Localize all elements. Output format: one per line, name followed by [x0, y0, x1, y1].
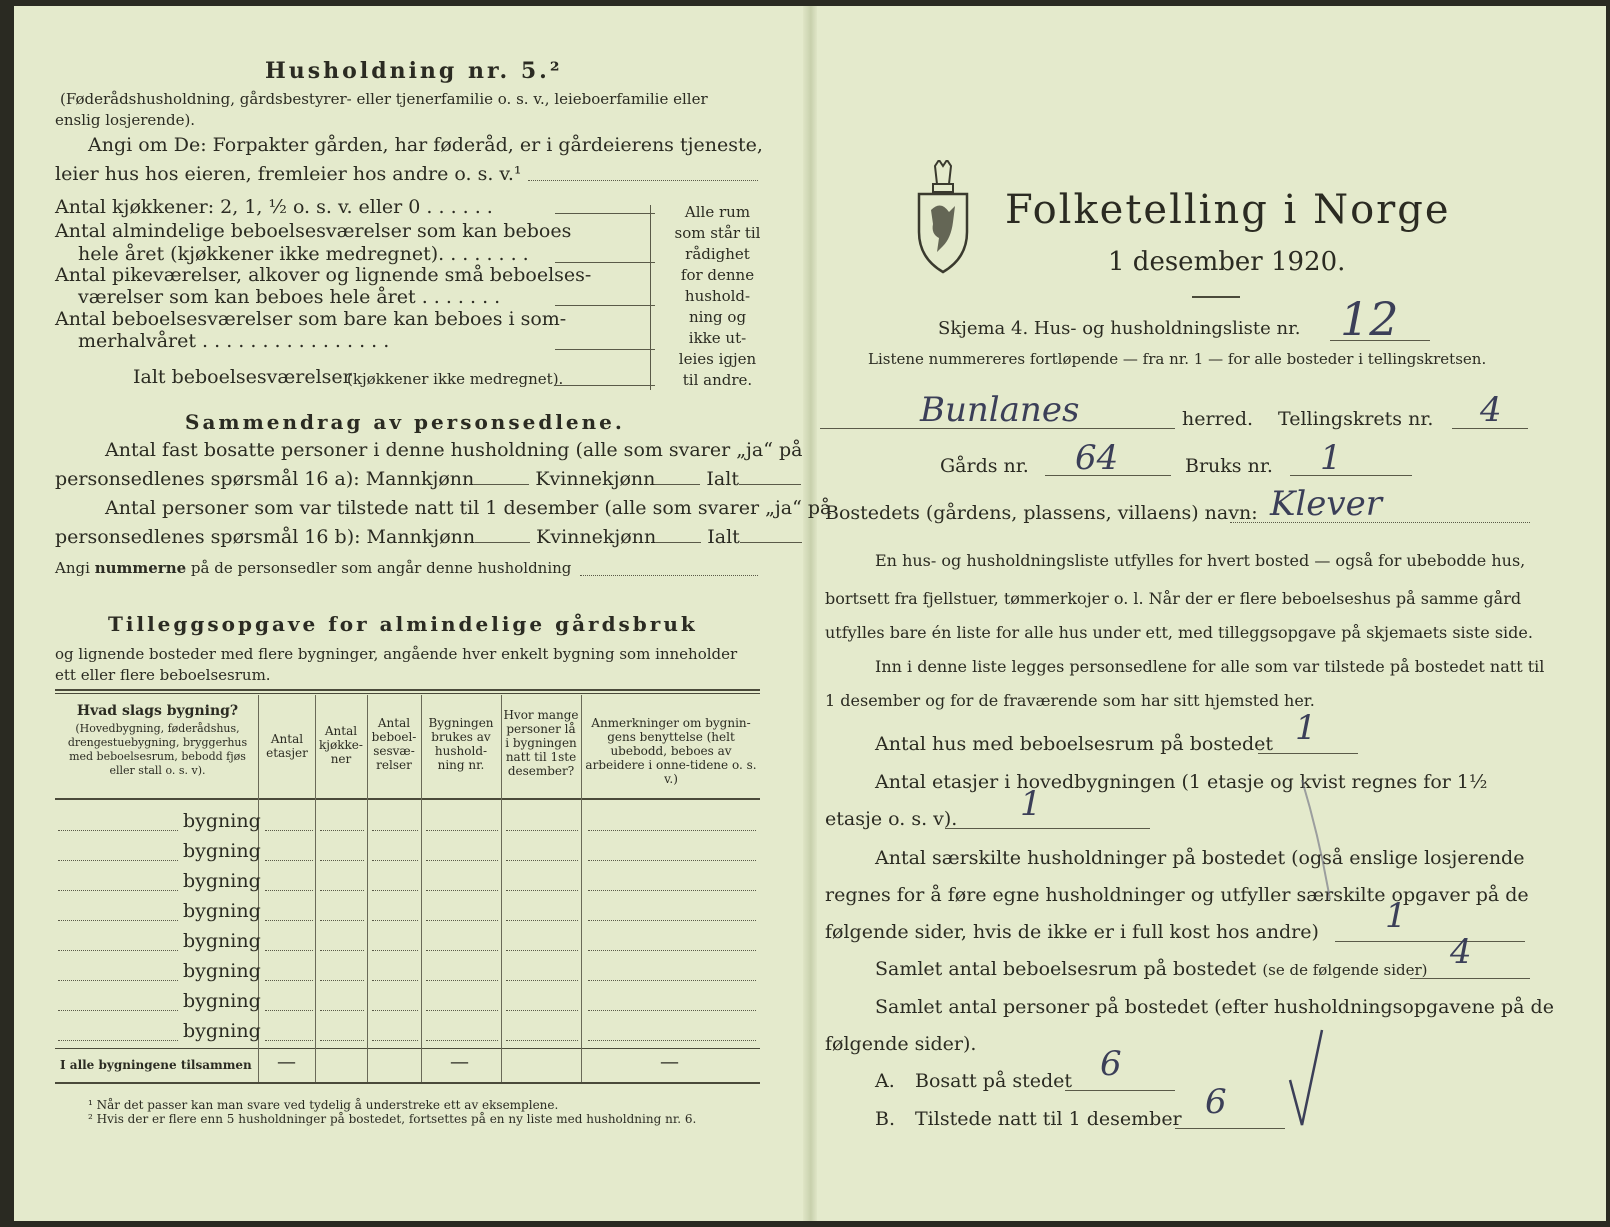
angi-line-1: Angi om De: Forpakter gården, har føderåd, er i gårdeierens tjeneste,: [88, 134, 763, 156]
table-cell: [426, 980, 498, 981]
ialt-label: Ialt beboelsesværelser: [133, 366, 352, 388]
etasjer-line-2: etasje o. s. v).: [825, 808, 958, 830]
tillegg-heading: Tilleggsopgave for almindelige gårdsbruk: [108, 612, 698, 636]
title-rule: [1192, 296, 1240, 298]
right-page: [825, 0, 1580, 1227]
table-cell: [426, 890, 498, 891]
bruks-label: Bruks nr.: [1185, 455, 1273, 477]
tilst-mann-field: [475, 542, 530, 543]
tillegg-line-1: og lignende bosteder med flere bygninger, angående hver enkelt bygning som inneholder: [55, 645, 738, 663]
kjokkener-field: [555, 213, 655, 214]
footnote-1: ¹ Når det passer kan man svare ved tydelig å understreke ett av eksemplene.: [88, 1098, 559, 1112]
building-name-field: [58, 830, 178, 831]
table-row: [40, 956, 760, 984]
tilst-line-1: Antal personer som var tilstede natt til 1 desember (alle som svarer „ja“ på: [105, 497, 832, 519]
table-cell: [506, 950, 578, 951]
husholdninger-value: 1: [1385, 896, 1407, 936]
row-label: bygning: [183, 900, 261, 922]
page-fold: [803, 6, 817, 1221]
fast-mann-label: personsedlenes spørsmål 16 a): Mannkjønn: [55, 468, 475, 490]
table-row: [40, 836, 760, 864]
row-label: bygning: [183, 870, 261, 892]
table-cell: [506, 1010, 578, 1011]
table-cell: [265, 950, 313, 951]
table-cell: [265, 890, 313, 891]
herred-label: herred.: [1182, 408, 1254, 430]
table-cell: [265, 1040, 313, 1041]
table-cell: [372, 1010, 418, 1011]
gards-label: Gårds nr.: [940, 455, 1029, 477]
footnote-2: ² Hvis der er flere enn 5 husholdninger på bostedet, fortsettes på en ny liste med husholdning nr. 6.: [88, 1112, 697, 1126]
table-cell: [265, 830, 313, 831]
table-row: [40, 866, 760, 894]
building-name-field: [58, 950, 178, 951]
bruks-value: 1: [1320, 438, 1342, 478]
listene-note: Listene nummereres fortløpende — fra nr. 1 — for alle bosteder i tellingskretsen.: [868, 350, 1487, 368]
angi-nr-c: på de personsedler som angår denne husholdning: [190, 559, 572, 577]
household-intro-1: (Føderådshusholdning, gårdsbestyrer- eller tjenerfamilie o. s. v., leieboerfamilie eller: [60, 90, 708, 108]
table-top-rule: [55, 689, 760, 691]
table-cell: [506, 1040, 578, 1041]
total-mark: —: [450, 1051, 469, 1073]
building-name-field: [58, 890, 178, 891]
bosatt-letter: A.: [875, 1070, 895, 1092]
col-personer: Hvor mange personer lå i bygningen natt til 1ste desember?: [503, 708, 579, 778]
husholdninger-line-3: følgende sider, hvis de ikke er i full kost hos andre): [825, 921, 1319, 943]
table-cell: [265, 1010, 313, 1011]
table-cell: [320, 1010, 364, 1011]
instr-line-3: utfylles bare én liste for alle hus under ett, med tilleggsopgave på skjemaets siste side.: [825, 623, 1533, 642]
table-cell: [265, 860, 313, 861]
table-row: [40, 926, 760, 954]
table-cell: [320, 830, 364, 831]
fast-line-1: Antal fast bosatte personer i denne husholdning (alle som svarer „ja“ på: [105, 439, 803, 461]
row-label: bygning: [183, 840, 261, 862]
pike-line-1: Antal pikeværelser, alkover og lignende små beboelses-: [55, 264, 592, 286]
angi-nummerne-field: [580, 575, 758, 576]
row-label: bygning: [183, 1020, 261, 1042]
bosatt-label: Bosatt på stedet: [915, 1070, 1072, 1092]
check-mark-icon: [1280, 780, 1400, 1140]
pike-line-2: værelser som kan beboes hele året . . . . . . .: [78, 286, 501, 308]
brace-note-line: ikke ut-: [688, 329, 747, 347]
angi-nummerne: [55, 559, 571, 577]
table-cell: [372, 1040, 418, 1041]
table-total-rule: [55, 1048, 760, 1049]
instr-line-1: En hus- og husholdningsliste utfylles for hvert bosted — også for ubebodde hus,: [875, 551, 1526, 570]
krets-value: 4: [1480, 390, 1502, 430]
brace-note-line: for denne: [680, 266, 755, 284]
gards-value: 64: [1075, 438, 1119, 478]
table-cell: [426, 860, 498, 861]
etasjer-field: [945, 828, 1150, 829]
row-label: bygning: [183, 990, 261, 1012]
skjema-label: Skjema 4. Hus- og husholdningsliste nr.: [938, 318, 1301, 339]
building-name-field: [58, 980, 178, 981]
brace-note-line: til andre.: [682, 371, 753, 389]
table-cell: [506, 890, 578, 891]
building-name-field: [58, 860, 178, 861]
samlet-rum-value: 4: [1450, 932, 1472, 972]
table-cell: [588, 890, 756, 891]
fast-ialt-field: [739, 484, 801, 485]
alm-line-1: Antal almindelige beboelsesværelser som kan beboes: [55, 220, 572, 242]
census-date: 1 desember 1920.: [1108, 247, 1346, 277]
tilst-line-2: [55, 526, 802, 548]
kjokkener-label: Antal kjøkkener: 2, 1, ½ o. s. v. eller 0 . . . . . .: [55, 196, 493, 218]
alm-line-2: hele året (kjøkkener ikke medregnet). . . . . . . .: [78, 243, 529, 265]
tilst-mann-label: personsedlenes spørsmål 16 b): Mannkjønn: [55, 526, 476, 548]
hus-field: [1258, 753, 1358, 754]
table-cell: [372, 920, 418, 921]
table-cell: [506, 830, 578, 831]
pike-field: [555, 305, 655, 306]
instr-line-5: 1 desember og for de fraværende som har sitt hjemsted her.: [825, 691, 1315, 710]
table-cell: [320, 950, 364, 951]
etasjer-line-1: Antal etasjer i hovedbygningen (1 etasje og kvist regnes for 1½: [875, 771, 1488, 793]
table-cell: [426, 830, 498, 831]
col-building-title: Hvad slags bygning?: [76, 703, 239, 719]
coat-of-arms-icon: [915, 160, 971, 275]
bosted-value: Klever: [1270, 484, 1382, 524]
tilstede-field: [1175, 1128, 1285, 1129]
table-cell: [588, 1040, 756, 1041]
angi-nr-a: Angi: [55, 559, 90, 577]
table-cell: [372, 860, 418, 861]
household-intro-2: enslig losjerende).: [55, 111, 196, 129]
row-label: bygning: [183, 930, 261, 952]
angi-line-2: leier hus hos eieren, fremleier hos andre o. s. v.¹: [55, 163, 522, 185]
household-title: Husholdning nr. 5.²: [265, 58, 563, 84]
angi-nr-b: nummerne: [94, 559, 187, 577]
table-row: [40, 986, 760, 1014]
brace-line: [650, 205, 651, 390]
table-cell: [320, 890, 364, 891]
table-cell: [426, 1010, 498, 1011]
col-building-sub: (Hovedbygning, føderådshus, drengestuebygning, bryggerhus med beboelsesrum, bebodd fjøs eller stall o. s. v).: [67, 722, 248, 777]
left-page: [40, 0, 832, 1227]
instr-line-4: Inn i denne liste legges personsedlene for alle som var tilstede på bostedet natt til: [875, 657, 1545, 676]
brace-note-line: ning og: [688, 308, 747, 326]
fast-line-2: [55, 468, 801, 490]
total-label: I alle bygningene tilsammen: [60, 1058, 252, 1072]
table-cell: [426, 950, 498, 951]
bosatt-field: [1065, 1090, 1175, 1091]
samlet-pers-line-1: Samlet antal personer på bostedet (efter husholdningsopgavene på de: [875, 996, 1554, 1018]
brace-note-line: som står til: [674, 224, 761, 242]
table-cell: [588, 1010, 756, 1011]
row-label: bygning: [183, 960, 261, 982]
bosted-label: Bostedets (gårdens, plassens, villaens) navn:: [825, 502, 1258, 524]
etasjer-value: 1: [1020, 784, 1042, 824]
samlet-pers-line-2: følgende sider).: [825, 1033, 977, 1055]
table-cell: [372, 980, 418, 981]
col-etasjer: Antal etasjer: [266, 732, 308, 760]
table-cell: [372, 890, 418, 891]
bosatt-value: 6: [1100, 1044, 1122, 1084]
table-cell: [265, 920, 313, 921]
table-row: [40, 1016, 760, 1044]
tilst-ialt-field: [740, 542, 802, 543]
table-cell: [588, 980, 756, 981]
ialt-field: [555, 385, 655, 386]
brace-note-line: hushold-: [684, 287, 751, 305]
table-cell: [588, 860, 756, 861]
brace-note-line: leies igjen: [678, 350, 757, 368]
col-kjokkener: Antal kjøkke-ner: [319, 724, 363, 766]
fast-kvinne-label: Kvinnekjønn: [535, 468, 656, 490]
hus-label: Antal hus med beboelsesrum på bostedet: [875, 733, 1274, 755]
total-mark: —: [277, 1051, 296, 1073]
tilst-ialt-label: Ialt: [707, 526, 740, 548]
alm-field: [555, 262, 655, 263]
herred-value: Bunlanes: [920, 390, 1080, 430]
samlet-rum-text: Samlet antal beboelsesrum på bostedet: [875, 958, 1257, 980]
building-name-field: [58, 1040, 178, 1041]
table-top-rule-2: [55, 693, 760, 694]
table-cell: [588, 920, 756, 921]
table-row: [40, 806, 760, 834]
table-row: [40, 896, 760, 924]
brace-note: [665, 202, 770, 391]
tilstede-letter: B.: [875, 1108, 896, 1130]
table-cell: [426, 1040, 498, 1041]
samlet-rum-note: (se de følgende sider): [1262, 961, 1428, 979]
krets-label: Tellingskrets nr.: [1278, 408, 1434, 430]
table-cell: [320, 1040, 364, 1041]
skjema-nr-value: 12: [1340, 292, 1399, 346]
angi-answer-line: [528, 180, 758, 181]
tilstede-label: Tilstede natt til 1 desember: [915, 1108, 1182, 1130]
table-cell: [320, 860, 364, 861]
col-anmerkninger: Anmerkninger om bygnin-gens benyttelse (helt ubebodd, beboes av arbeidere i onne-tidene o. s. v.): [585, 716, 757, 786]
census-title: Folketelling i Norge: [1005, 187, 1451, 233]
ialt-note: (kjøkkener ikke medregnet).: [347, 370, 564, 388]
table-bottom-rule: [55, 1082, 760, 1084]
building-name-field: [58, 1010, 178, 1011]
table-cell: [506, 920, 578, 921]
table-cell: [588, 950, 756, 951]
table-cell: [426, 920, 498, 921]
fast-kvinne-field: [655, 484, 700, 485]
tilst-kvinne-field: [656, 542, 701, 543]
row-label: bygning: [183, 810, 261, 832]
table-cell: [372, 950, 418, 951]
tilst-kvinne-label: Kvinnekjønn: [536, 526, 657, 548]
som-line-2: merhalvåret . . . . . . . . . . . . . . . .: [78, 330, 390, 352]
som-field: [555, 349, 655, 350]
brace-note-line: rådighet: [685, 245, 750, 263]
col-beboelsesvaerelser: Antal beboel-sesvæ-relser: [371, 716, 417, 772]
samlet-rum-field: [1410, 978, 1530, 979]
husholdninger-line-1: Antal særskilte husholdninger på bostedet (også enslige losjerende: [875, 847, 1525, 869]
table-cell: [506, 980, 578, 981]
building-name-field: [58, 920, 178, 921]
sammendrag-heading: Sammendrag av personsedlene.: [185, 410, 625, 434]
hus-value: 1: [1295, 708, 1317, 748]
table-cell: [588, 830, 756, 831]
table-cell: [506, 860, 578, 861]
col-husholdning-nr: Bygningen brukes av hushold-ning nr.: [428, 716, 494, 772]
tillegg-line-2: ett eller flere beboelsesrum.: [55, 666, 271, 684]
brace-note-line: Alle rum: [684, 203, 751, 221]
tilstede-value: 6: [1205, 1082, 1227, 1122]
husholdninger-line-2: regnes for å føre egne husholdninger og utfyller særskilte opgaver på de: [825, 884, 1529, 906]
table-head-rule: [55, 798, 760, 800]
fast-ialt-label: Ialt: [706, 468, 739, 490]
bruks-field: [1290, 475, 1412, 476]
table-cell: [320, 980, 364, 981]
instr-line-2: bortsett fra fjellstuer, tømmerkojer o. l. Når der er flere beboelseshus på samme gård: [825, 589, 1522, 608]
som-line-1: Antal beboelsesværelser som bare kan beboes i som-: [55, 308, 567, 330]
table-cell: [320, 920, 364, 921]
total-mark: —: [660, 1051, 679, 1073]
table-cell: [372, 830, 418, 831]
fast-mann-field: [474, 484, 529, 485]
table-cell: [265, 980, 313, 981]
